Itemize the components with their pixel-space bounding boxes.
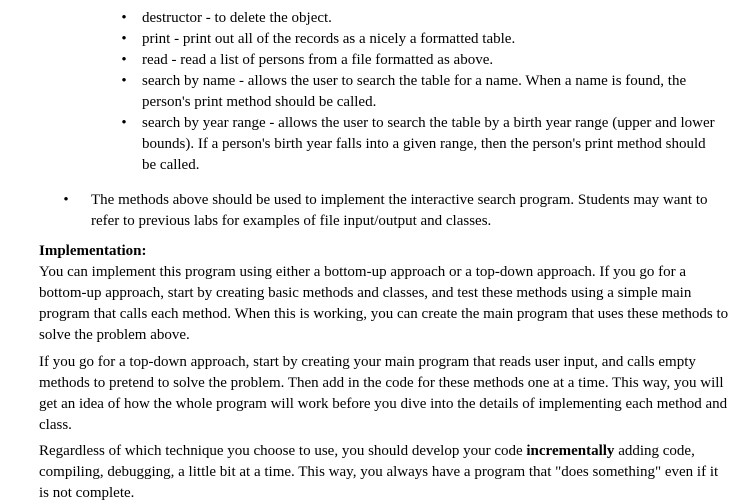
list-item-text: search by year range - allows the user to search the table by a birth year range (upper and lower bounds). If a person's birth year falls into a given range, then the person's print method should be called.: [142, 115, 715, 173]
list-item-text: search by name - allows the user to search the table for a name. When a name is found, the person's print method should be called.: [142, 73, 687, 110]
paragraph-top-down: If you go for a top-down approach, start by creating your main program that reads user input, and calls empty methods to pretend to solve the problem. Then add in the code for these methods one at a time. This way, you will get an idea of how the whole program will work before you dive into the details of implementing each method and class.: [39, 354, 728, 433]
section-heading: Implementation:: [39, 243, 147, 259]
list-item: [121, 8, 722, 29]
paragraph-bottom-up: You can implement this program using either a bottom-up approach or a top-down approach. If you go for a bottom-up approach, start by creating basic methods and classes, and test these methods using a simple main program that calls each method. When this is working, you can create the main program that uses these methods to solve the problem above.: [39, 264, 729, 343]
bullet-icon: •: [63, 192, 69, 208]
list-item: [121, 113, 722, 176]
interactive-note-text: The methods above should be used to implement the interactive search program. Students may want to refer to previous labs for examples of file input/output and classes.: [91, 192, 708, 229]
list-item: [121, 50, 722, 71]
emphasis-text: incrementally: [526, 443, 615, 459]
bullet-icon: •: [121, 115, 127, 131]
methods-list: [121, 8, 722, 176]
paragraph-text: Regardless of which technique you choose to use, you should develop your code: [39, 443, 527, 459]
paragraph-text: adding code, compiling, debugging, a little bit at a time. This way, you always have a program that "does something" even if it is not complete.: [39, 443, 719, 501]
list-item-text: read - read a list of persons from a file formatted as above.: [142, 52, 494, 68]
implementation-section: [39, 241, 729, 346]
bullet-icon: •: [121, 73, 127, 89]
requirements-list: [63, 190, 711, 232]
list-item: [121, 71, 722, 113]
list-item: [63, 190, 711, 232]
list-item-text: print - print out all of the records as a nicely a formatted table.: [142, 31, 516, 47]
bullet-icon: •: [121, 31, 127, 47]
bullet-icon: •: [121, 10, 127, 26]
paragraph-incremental: [39, 441, 729, 504]
list-item: [121, 29, 722, 50]
list-item-text: destructor - to delete the object.: [142, 10, 332, 26]
bullet-icon: •: [121, 52, 127, 68]
